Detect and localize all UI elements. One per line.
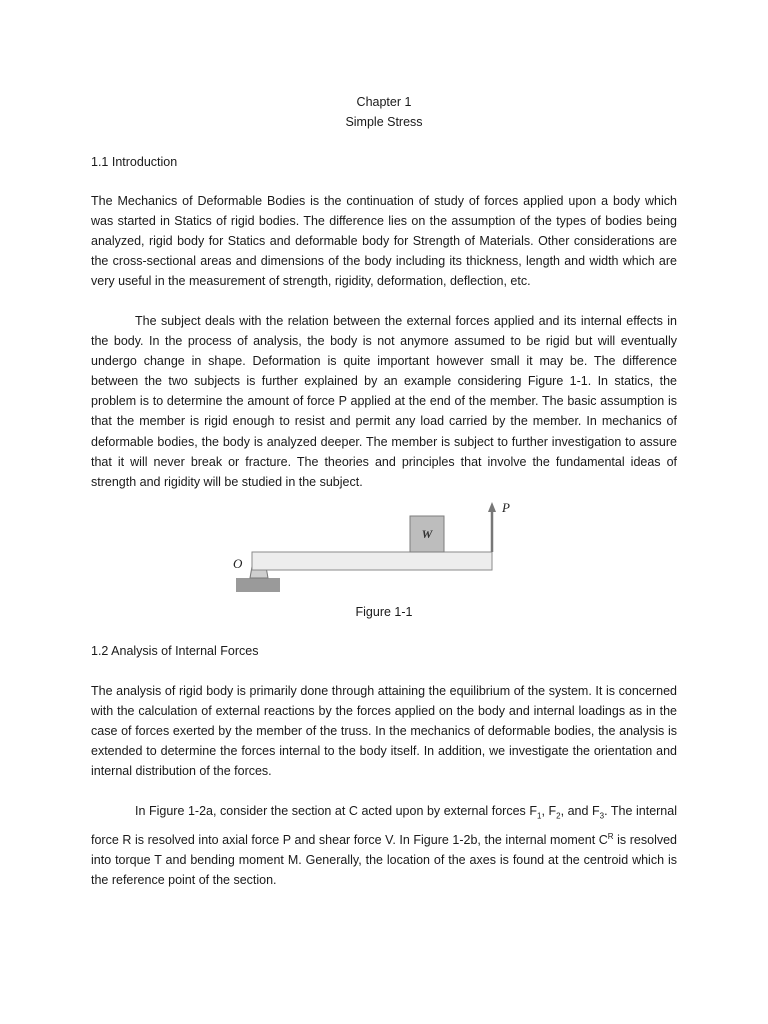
paragraph-intro-1: The Mechanics of Deformable Bodies is the continuation of study of forces applied upon a body which was started in Statics of rigid bodies. The difference lies on the assumption of the types of bodies being analyzed, rigid body for Statics and deformable body for Strength of Materials. Other considerations are the cross-sectional areas and dimensions of the body including its thickness, length and width which are very useful in the measurement of strength, rigidity, deformation, deflection, etc. <box>91 194 677 289</box>
force-arrow-head <box>488 502 496 512</box>
p4-text-e: is resolved into torque T and bending moment M. Generally, the location of the axes is found at the centroid which is the reference point of the section. <box>91 832 677 887</box>
section-heading-introduction: 1.1 Introduction <box>91 155 178 169</box>
figure-1-1-diagram <box>230 500 520 596</box>
subscript-3: 3 <box>599 811 605 821</box>
p4-text-a: In Figure 1-2a, consider the section at C acted upon by external forces F <box>135 804 537 818</box>
section-heading-internal-forces: 1.2 Analysis of Internal Forces <box>91 644 259 658</box>
chapter-title: Simple Stress <box>345 115 423 129</box>
paragraph-internal-forces-2 <box>91 801 677 890</box>
paragraph-internal-forces-1: The analysis of rigid body is primarily done through attaining the equilibrium of the system. It is concerned with the calculation of external reactions by the forces applied on the body and internal loadings as in the case of forces exerted by the member of the truss. In the mechanics of deformable bodies, the analysis is extended to determine the forces internal to the body itself. In addition, we investigate the orientation and internal distribution of the forces. <box>91 684 677 779</box>
beam <box>252 552 492 570</box>
force-label-p: P <box>502 500 510 515</box>
point-label-o: O <box>233 556 243 571</box>
p4-text-d: . The internal force R is resolved into axial force P and shear force V. In Figure 1-2b, the internal moment C <box>91 804 677 847</box>
chapter-number: Chapter 1 <box>356 95 412 109</box>
p4-text-b: , F <box>541 804 557 818</box>
weight-label: W <box>421 527 433 541</box>
p4-text-c: , and F <box>560 804 600 818</box>
ground-base <box>236 578 280 592</box>
paragraph-intro-2: The subject deals with the relation between the external forces applied and its internal effects in the body. In the process of analysis, the body is not anymore assumed to be rigid but will eventually undergo change in shape. Deformation is quite important however small it may be. The difference between the two subjects is further explained by an example considering Figure 1-1. In statics, the problem is to determine the amount of force P applied at the end of the member. The basic assumption is that the member is rigid enough to resist and permit any load carried by the member. In mechanics of deformable bodies, the body is analyzed deeper. The member is subject to further investigation to assure that it will never break or fracture. The theories and principles that involve the fundamental ideas of strength and rigidity will be studied in the subject. <box>91 314 677 489</box>
subscript-1: 1 <box>536 811 542 821</box>
figure-caption: Figure 1-1 <box>355 605 413 619</box>
superscript-r: R <box>607 831 614 841</box>
subscript-2: 2 <box>556 811 561 821</box>
